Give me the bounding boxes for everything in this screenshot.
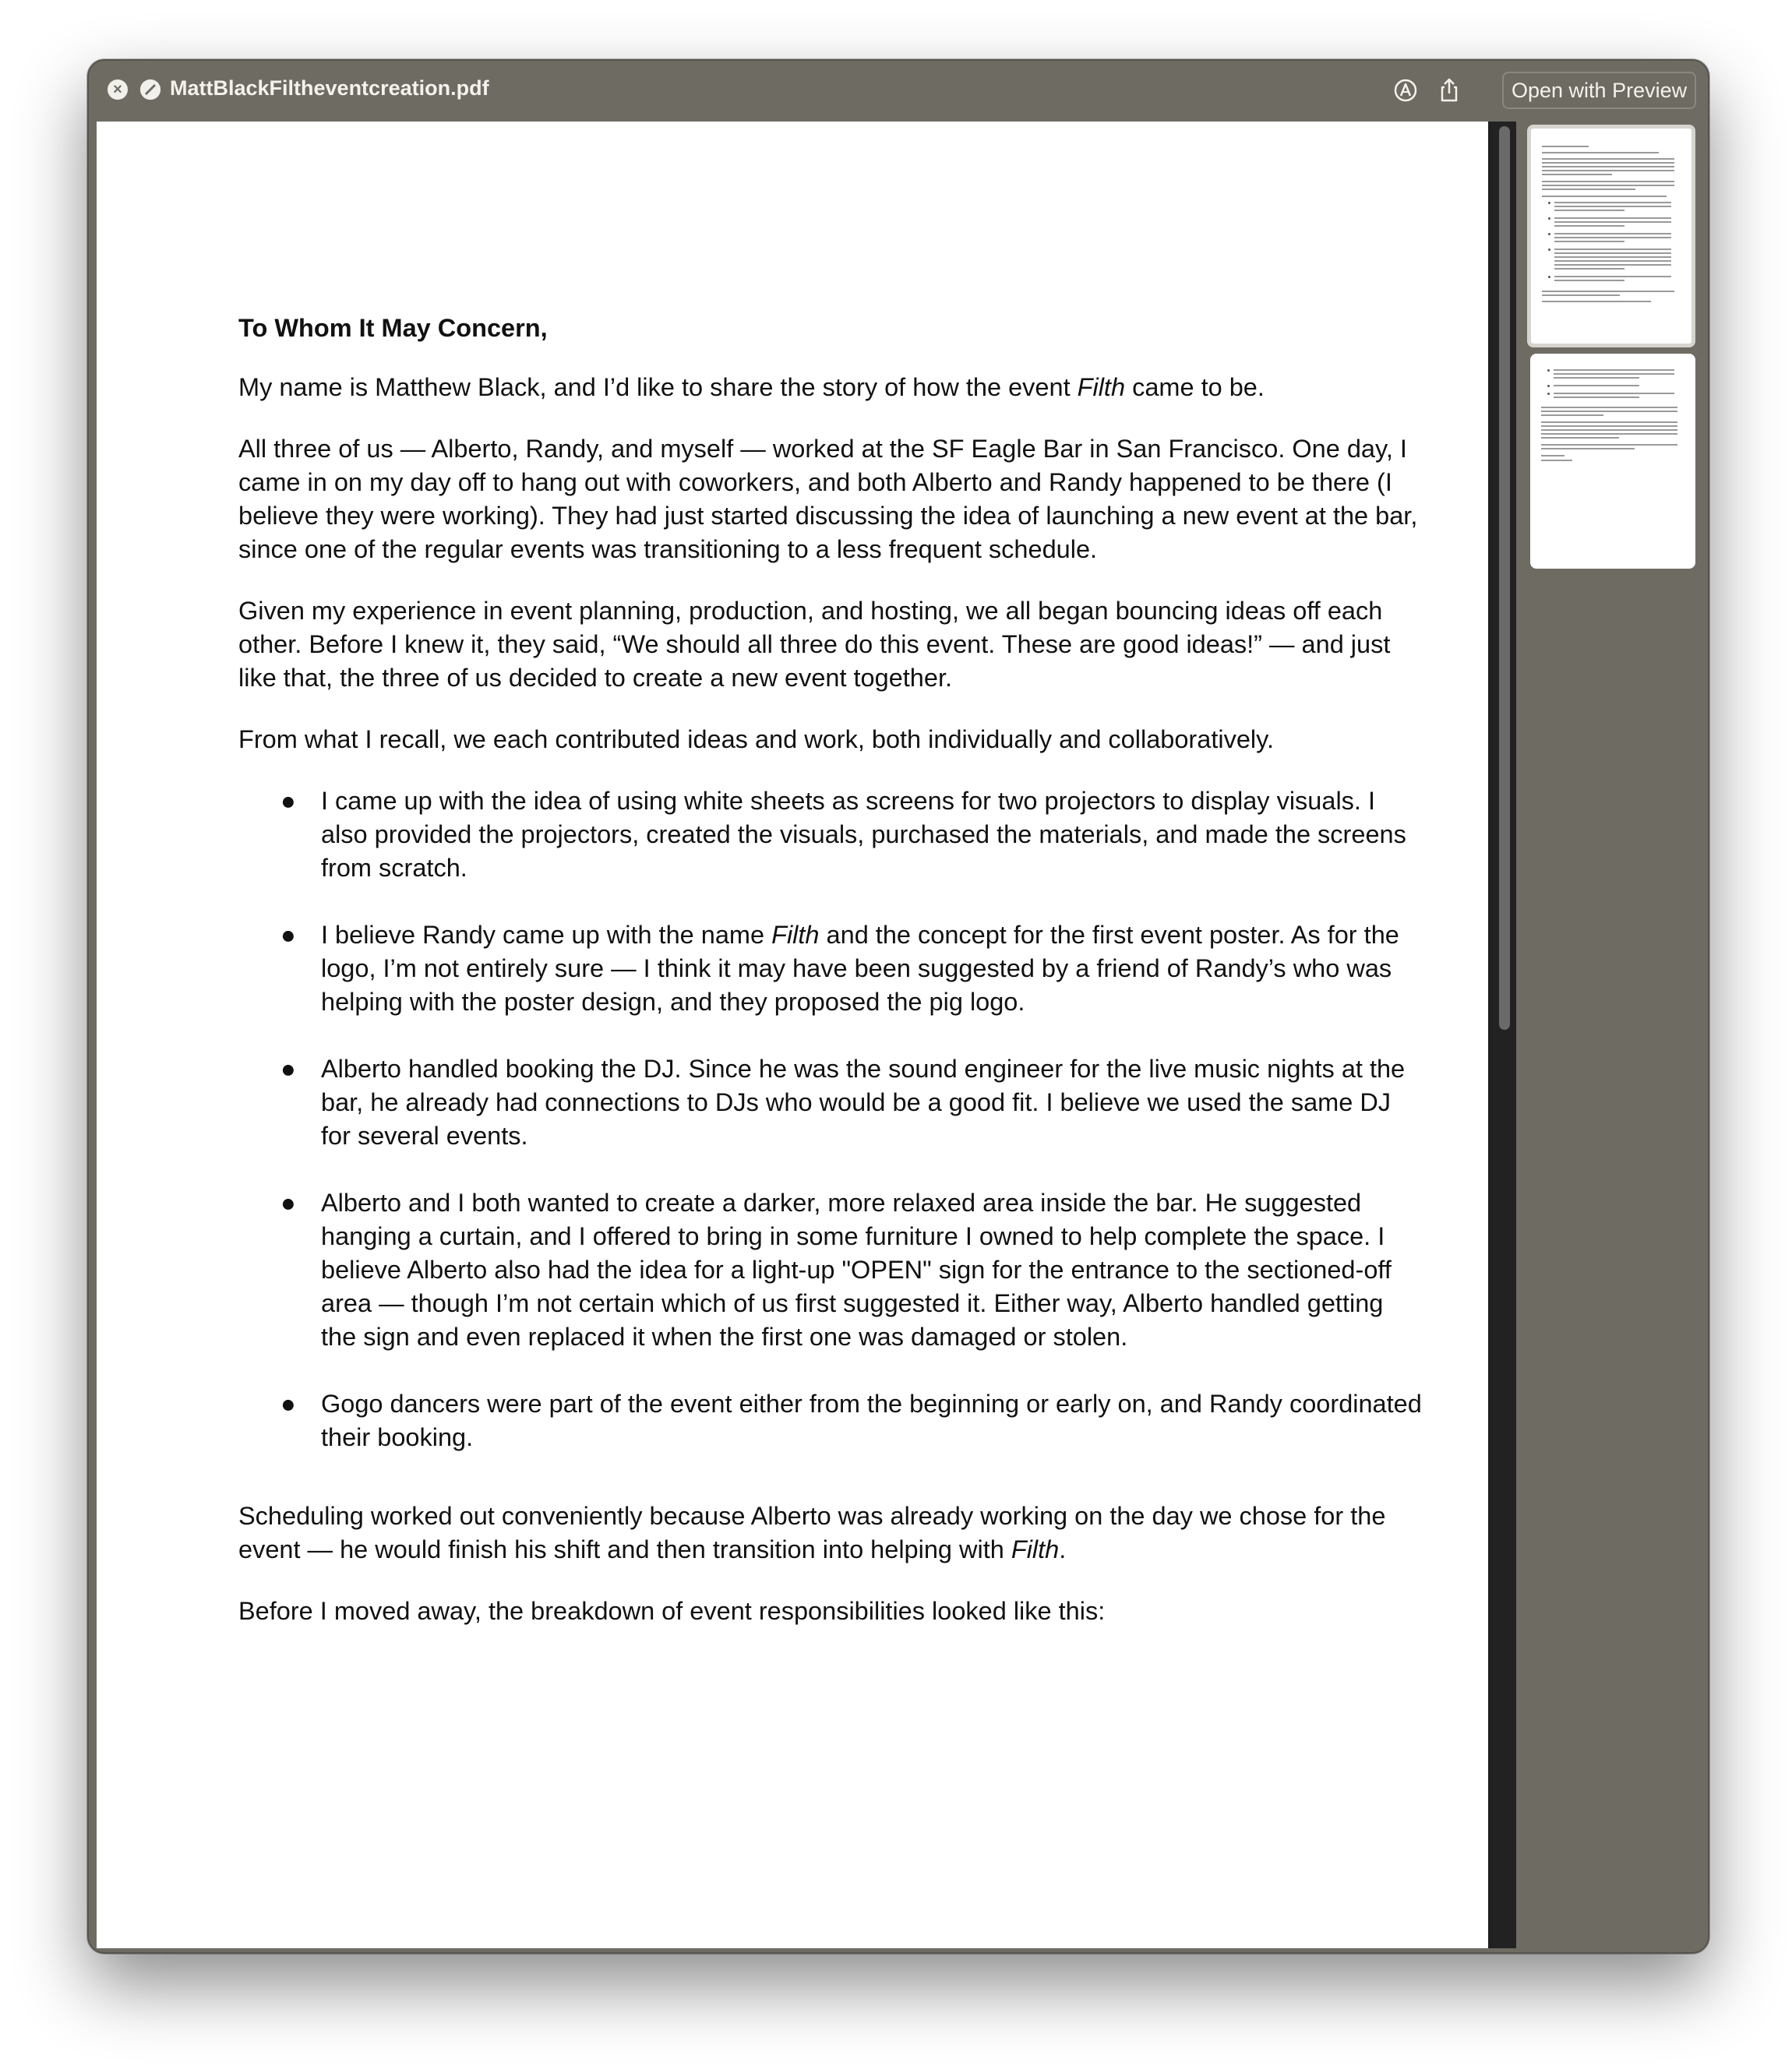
thumbnail-text-line	[1542, 301, 1651, 302]
pdf-page	[97, 122, 1488, 1948]
paragraph-5: Before I moved away, the breakdown of event responsibilities looked like this:	[238, 1597, 1106, 1625]
thumbnail-text-line	[1542, 189, 1635, 190]
thumbnail-text-line	[1541, 407, 1677, 408]
thumbnail-text-line	[1554, 252, 1671, 254]
thumbnail-text-line	[1554, 373, 1674, 375]
page-thumbnail-2[interactable]	[1530, 354, 1695, 569]
thumbnail-bullet	[1548, 202, 1550, 204]
thumbnail-text-line	[1541, 455, 1564, 456]
thumbnail-text-line	[1541, 437, 1619, 439]
thumbnail-text-line	[1554, 217, 1671, 219]
thumbnail-text-line	[1554, 385, 1639, 386]
list-item-text: Gogo dancers were part of the event either from the beginning or early on, and Randy coordinated their booking.	[321, 1390, 1422, 1451]
thumbnail-text-line	[1541, 448, 1635, 449]
thumbnail-text-line	[1554, 264, 1671, 266]
intro-text-end: came to be.	[1125, 373, 1265, 401]
thumbnail-text-line	[1541, 414, 1603, 416]
thumbnail-text-line	[1554, 377, 1639, 379]
thumbnail-text-line	[1554, 397, 1639, 398]
thumbnail-text-line	[1554, 260, 1671, 262]
thumbnail-text-line	[1554, 248, 1671, 250]
thumbnail-text-line	[1542, 196, 1667, 197]
thumbnail-text-line	[1541, 421, 1677, 423]
thumbnail-text-line	[1554, 268, 1624, 270]
thumbnail-sidebar	[1526, 122, 1699, 1948]
thumbnail-bullet	[1548, 276, 1550, 278]
title-bar	[89, 61, 1708, 120]
thumbnail-text-line	[1542, 170, 1674, 171]
event-name-italic: Filth	[1011, 1535, 1060, 1563]
vertical-scrollbar[interactable]	[1491, 122, 1516, 1948]
quicklook-window	[87, 59, 1709, 1954]
thumbnail-text-line	[1554, 202, 1671, 203]
paragraph-1: All three of us — Alberto, Randy, and myself — worked at the SF Eagle Bar in San Francisco. One day, I came in on my day off to hang out with coworkers, and both Alberto and Randy happened to be there (I believe they were working). They had just started discussing the idea of launching a new event at the bar, since one of the regular events was transitioning to a less frequent schedule.	[238, 435, 1418, 563]
thumbnail-text-line	[1541, 460, 1572, 461]
thumbnail-text-line	[1542, 162, 1674, 164]
thumbnail-text-line	[1541, 429, 1677, 431]
list-item-text: Alberto and I both wanted to create a darker, more relaxed area inside the bar. He suggested hanging a curtain, and I offered to bring in some furniture I owned to help complete the space. I believe Alberto also had the idea for a light-up "OPEN" sign for the entrance to the sectioned-off area — though I’m not certain which of us first suggested it. Either way, Alberto handled getting the sign and even replaced it when the first one was damaged or stolen.	[321, 1189, 1392, 1351]
thumbnail-bullet	[1547, 369, 1550, 372]
bullet: ●	[280, 787, 296, 815]
thumbnail-text-line	[1541, 425, 1677, 427]
bullet: ●	[280, 1055, 296, 1083]
thumbnail-text-line	[1554, 237, 1671, 238]
thumbnail-text-line	[1554, 256, 1671, 258]
paragraph-4-end: .	[1059, 1535, 1067, 1563]
bullet: ●	[280, 1390, 296, 1418]
bullet: ●	[280, 921, 296, 949]
share-icon[interactable]	[1435, 76, 1463, 104]
list-item	[238, 918, 1423, 1019]
thumbnail-text-line	[1542, 146, 1589, 147]
close-icon[interactable]: ×	[108, 79, 128, 100]
paragraph-4	[238, 1500, 1423, 1567]
list-item	[238, 1186, 1423, 1354]
list-item-text-start: I believe Randy came up with the name	[321, 921, 772, 949]
thumbnail-text-line	[1554, 225, 1624, 227]
list-item-text: Alberto handled booking the DJ. Since he was the sound engineer for the live music nights at the bar, he already had connections to DJs who would be a good fit. I believe we used the same DJ for several events.	[321, 1055, 1406, 1150]
thumbnail-text-line	[1541, 411, 1677, 412]
paragraph-4-start: Scheduling worked out conveniently because Alberto was already working on the day we chose for the event — he would finish his shift and then transition into helping with	[238, 1502, 1386, 1563]
event-name-italic: Filth	[771, 921, 820, 949]
thumbnail-text-line	[1541, 444, 1677, 446]
intro-paragraph	[238, 371, 1423, 404]
thumbnail-text-line	[1554, 241, 1624, 242]
list-item-text: I came up with the idea of using white sheets as screens for two projectors to display visuals. I also provided the projectors, created the visuals, purchased the materials, and made the screens from scratch.	[321, 787, 1406, 882]
contributions-list	[238, 784, 1423, 1454]
scrollbar-thumb[interactable]	[1499, 126, 1510, 1030]
list-item	[238, 1387, 1423, 1454]
bullet: ●	[280, 1189, 296, 1217]
thumbnail-text-line	[1542, 174, 1612, 175]
thumbnail-text-line	[1554, 221, 1671, 223]
thumbnail-bullet	[1547, 393, 1550, 395]
thumbnail-text-line	[1554, 276, 1671, 277]
window-title: MattBlackFiltheventcreation.pdf	[170, 76, 489, 100]
list-item-text-end: and the concept for the first event poster. As for the logo, I’m not entirely sure — I think it may have been suggested by a friend of Randy’s who was helping with the poster design, and they proposed the pig logo.	[321, 921, 1399, 1016]
full-screen-icon	[140, 79, 161, 100]
thumbnail-bullet	[1548, 248, 1550, 251]
salutation: To Whom It May Concern,	[238, 314, 548, 342]
thumbnail-bullet	[1547, 385, 1550, 387]
thumbnail-text-line	[1554, 280, 1624, 281]
event-name-italic: Filth	[1077, 373, 1126, 401]
thumbnail-bullet	[1548, 217, 1550, 220]
thumbnail-text-line	[1542, 152, 1659, 153]
markup-pen-icon[interactable]	[1392, 76, 1420, 104]
thumbnail-text-line	[1554, 233, 1671, 234]
thumbnail-text-line	[1542, 291, 1674, 292]
thumbnail-text-line	[1541, 433, 1677, 435]
list-item	[238, 1052, 1423, 1153]
thumbnail-text-line	[1554, 210, 1624, 211]
intro-text-start: My name is Matthew Black, and I’d like to share the story of how the event	[238, 373, 1078, 401]
thumbnail-bullet	[1548, 233, 1550, 235]
list-item	[238, 784, 1423, 885]
thumbnail-text-line	[1542, 158, 1674, 160]
thumbnail-text-line	[1554, 206, 1671, 207]
minus-circle-icon[interactable]	[140, 79, 161, 100]
paragraph-3: From what I recall, we each contributed ideas and work, both individually and collaboratively.	[238, 725, 1274, 753]
paragraph-2: Given my experience in event planning, production, and hosting, we all began bouncing ideas off each other. Before I knew it, they said, “We should all three do this event. These are good ideas!” — and just like that, the three of us decided to create a new event together.	[238, 597, 1391, 692]
thumbnail-text-line	[1542, 294, 1620, 296]
thumbnail-text-line	[1542, 185, 1674, 186]
thumbnail-text-line	[1554, 393, 1674, 394]
document-view	[97, 122, 1516, 1948]
thumbnail-text-line	[1542, 166, 1674, 167]
page-thumbnail-1[interactable]	[1527, 125, 1695, 347]
thumbnail-text-line	[1554, 369, 1674, 371]
open-with-preview-button[interactable]: Open with Preview	[1502, 72, 1696, 109]
thumbnail-text-line	[1542, 181, 1674, 182]
letter-body	[238, 312, 1423, 1656]
